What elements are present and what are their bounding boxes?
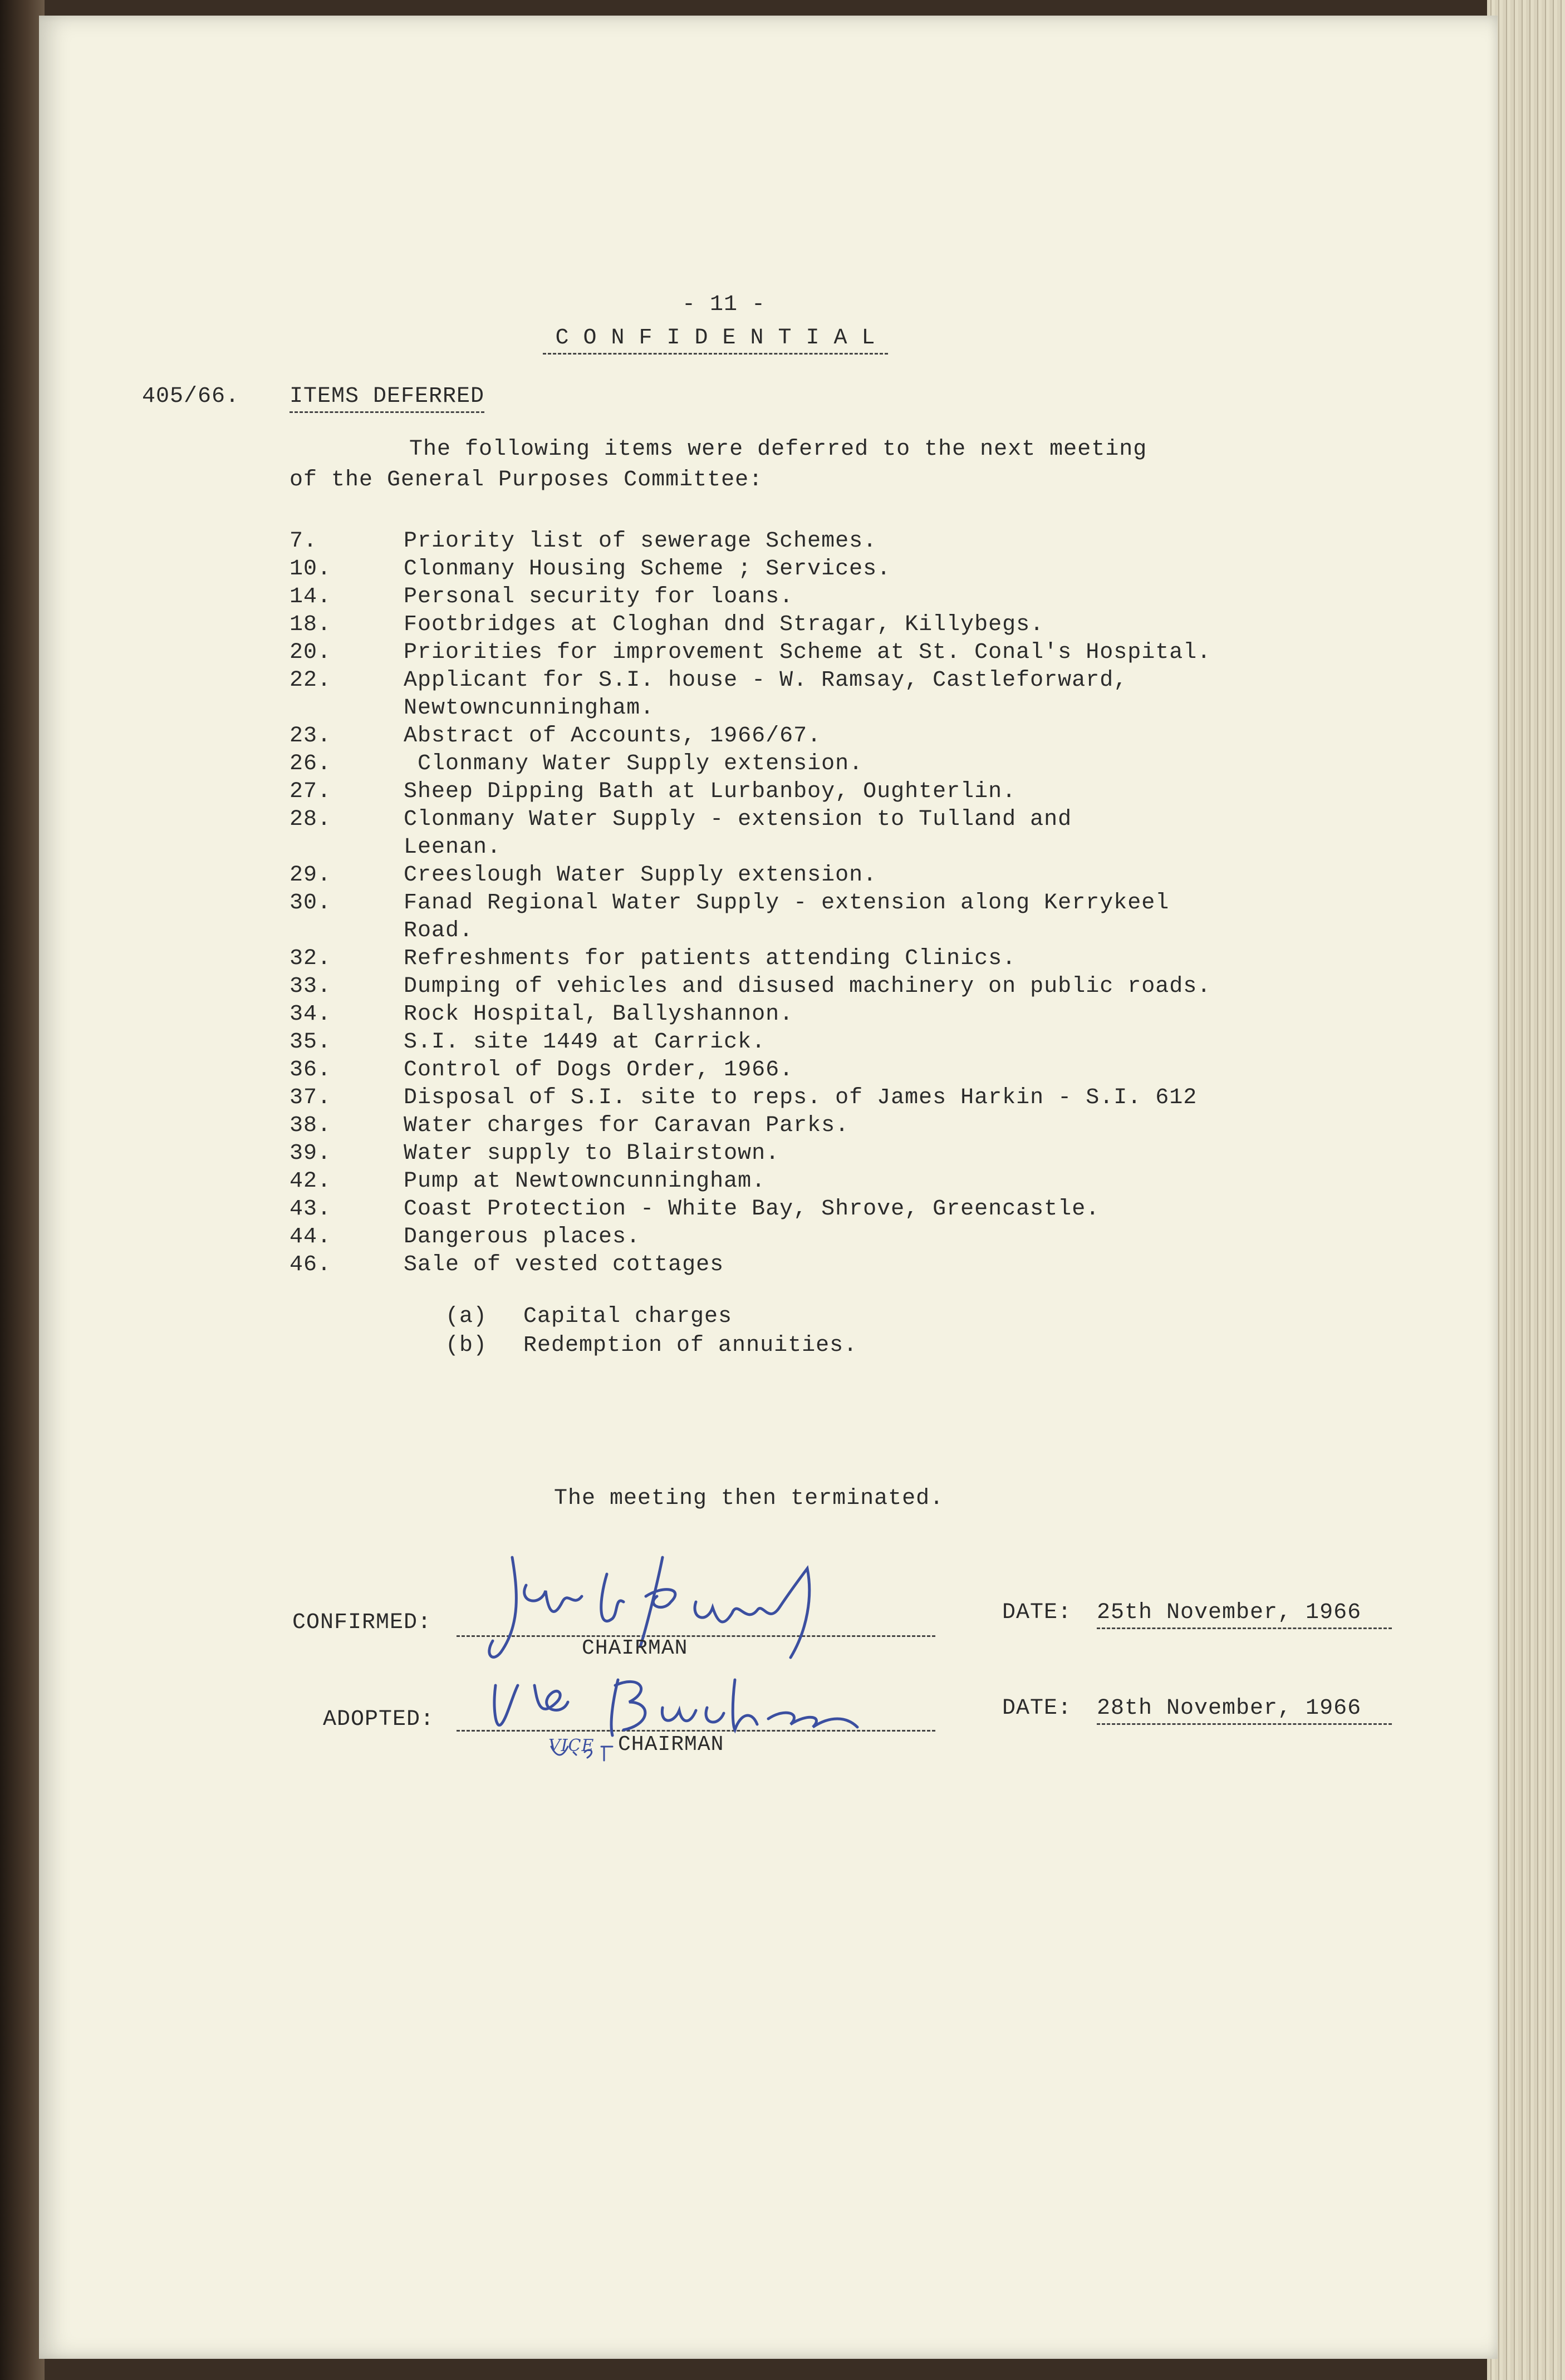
item-number: 22. [290,668,332,693]
item-text: Sheep Dipping Bath at Lurbanboy, Oughterlin. [404,779,1017,804]
item-text: Abstract of Accounts, 1966/67. [404,724,822,749]
item-text: Fanad Regional Water Supply - extension along Kerrykeel [404,891,1170,916]
item-number: 42. [290,1169,332,1194]
closing-statement: The meeting then terminated. [554,1486,944,1511]
item-number: 46. [290,1252,332,1277]
item-number: 10. [290,557,332,582]
item-text: Refreshments for patients attending Clinics. [404,946,1017,971]
confirmed-role: CHAIRMAN [582,1636,688,1660]
item-number: 29. [290,863,332,888]
item-number: 7. [290,529,318,554]
item-text-continuation: Road. [404,918,474,943]
item-text: Clonmany Housing Scheme ; Services. [404,557,891,582]
document-page [39,16,1498,2359]
item-number: 28. [290,807,332,832]
intro-line-1: The following items were deferred to the next meeting [409,437,1147,462]
book-binding [0,0,45,2380]
adopted-role: CHAIRMAN [618,1733,724,1757]
confidential-header: C O N F I D E N T I A L [543,327,888,355]
item-text: Priorities for improvement Scheme at St. Conal's Hospital. [404,640,1211,665]
intro-line-2: of the General Purposes Committee: [290,468,763,493]
subitem-b-label: (b) [445,1333,488,1358]
item-text: Personal security for loans. [404,584,794,609]
item-number: 34. [290,1002,332,1027]
item-text: Rock Hospital, Ballyshannon. [404,1002,794,1027]
item-number: 38. [290,1113,332,1138]
item-number: 35. [290,1030,332,1055]
section-title: ITEMS DEFERRED [290,386,484,413]
item-number: 37. [290,1085,332,1110]
item-number: 18. [290,612,332,637]
item-number: 36. [290,1058,332,1083]
item-text: Creeslough Water Supply extension. [404,863,877,888]
item-number: 44. [290,1225,332,1250]
item-number: 27. [290,779,332,804]
item-text: Water supply to Blairstown. [404,1141,780,1166]
subitem-a-text: Capital charges [523,1304,733,1329]
page-edges [1487,0,1565,2380]
item-text: Water charges for Caravan Parks. [404,1113,850,1138]
item-text: Sale of vested cottages [404,1252,724,1277]
item-text: Applicant for S.I. house - W. Ramsay, Castleforward, [404,668,1128,693]
subitem-b-text: Redemption of annuities. [523,1333,858,1358]
item-text: S.I. site 1449 at Carrick. [404,1030,766,1055]
item-text: Priority list of sewerage Schemes. [404,529,877,554]
item-text: Control of Dogs Order, 1966. [404,1058,794,1083]
item-number: 23. [290,724,332,749]
item-number: 30. [290,891,332,916]
confirmed-date-label: DATE: [1002,1600,1072,1625]
item-number: 20. [290,640,332,665]
item-text: Footbridges at Cloghan dnd Stragar, Killybegs. [404,612,1044,637]
item-text-continuation: Leenan. [404,835,502,860]
item-text: Clonmany Water Supply extension. [404,751,864,776]
item-text: Coast Protection - White Bay, Shrove, Greencastle. [404,1197,1100,1222]
adopted-role-prefix: VICE [548,1736,595,1756]
item-text: Pump at Newtowncunningham. [404,1169,766,1194]
item-number: 39. [290,1141,332,1166]
adopted-label: ADOPTED: [323,1707,435,1732]
item-number: 14. [290,584,332,609]
item-text: Clonmany Water Supply - extension to Tulland and [404,807,1072,832]
item-number: 43. [290,1197,332,1222]
page-number: - 11 - [681,292,766,317]
subitem-a-label: (a) [445,1304,488,1329]
item-text: Dumping of vehicles and disused machinery on public roads. [404,974,1211,999]
item-number: 33. [290,974,332,999]
item-text-continuation: Newtowncunningham. [404,696,655,721]
item-number: 32. [290,946,332,971]
adopted-date: 28th November, 1966 [1097,1698,1392,1725]
item-text: Disposal of S.I. site to reps. of James Harkin - S.I. 612 [404,1085,1198,1110]
adopted-date-label: DATE: [1002,1696,1072,1721]
item-number: 26. [290,751,332,776]
item-text: Dangerous places. [404,1225,641,1250]
minute-number: 405/66. [142,384,240,409]
confirmed-label: CONFIRMED: [292,1610,432,1635]
confirmed-date: 25th November, 1966 [1097,1602,1392,1629]
